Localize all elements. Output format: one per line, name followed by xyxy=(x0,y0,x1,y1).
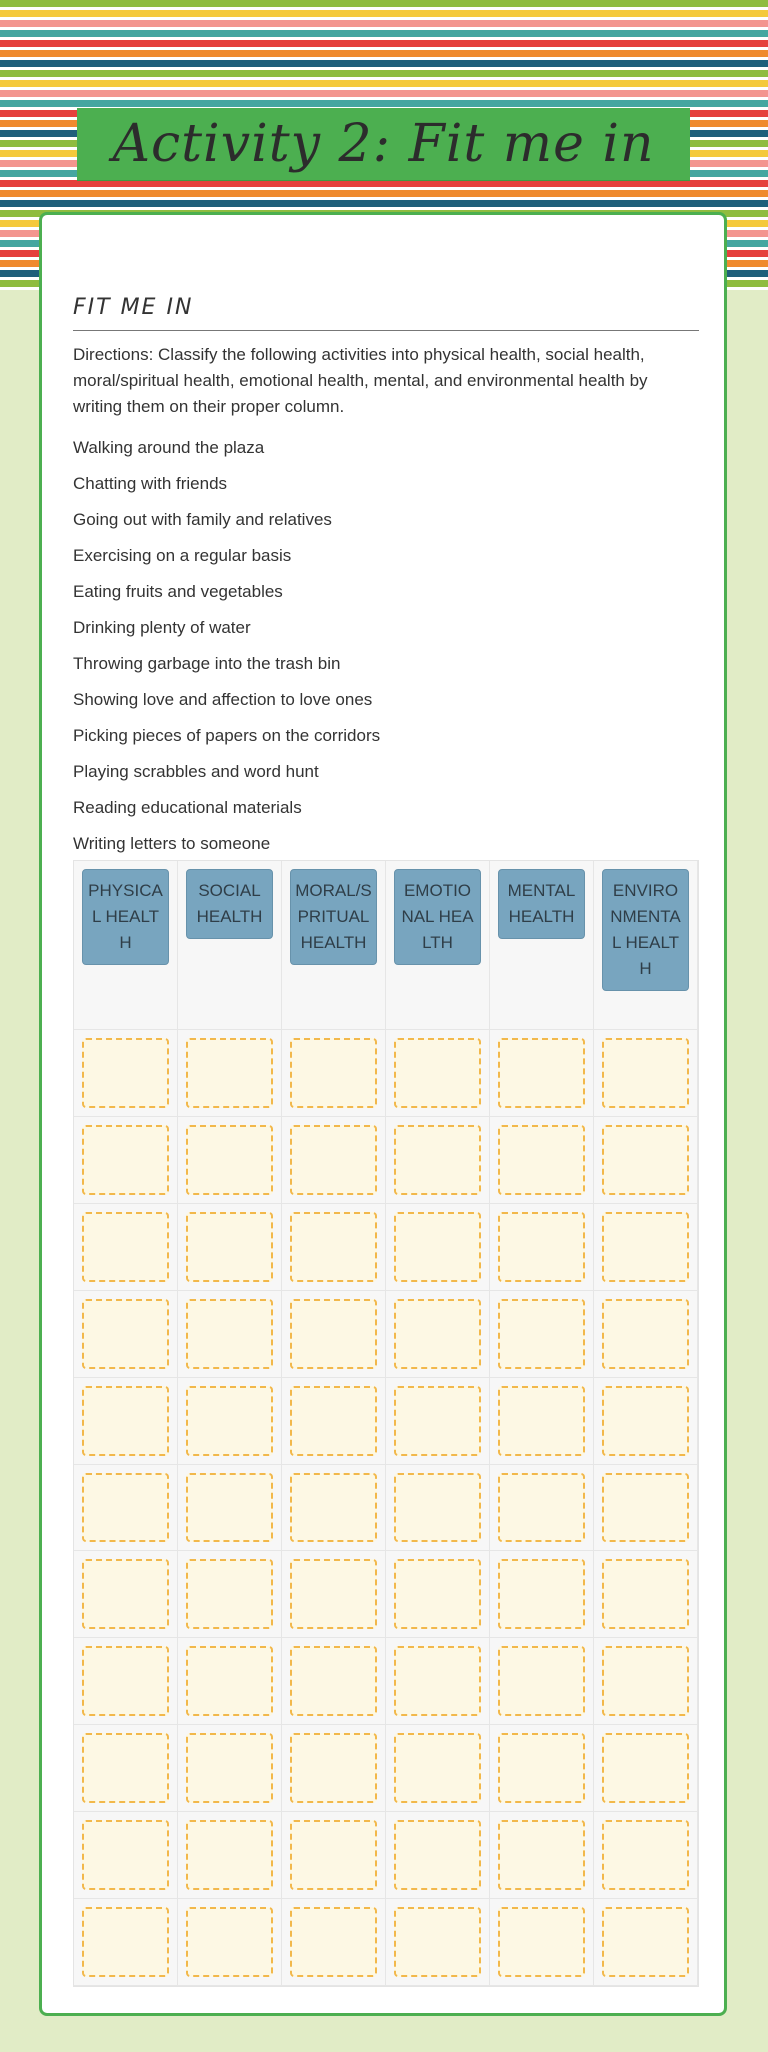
grid-cell xyxy=(178,1725,282,1812)
activity-item: Writing letters to someone xyxy=(73,834,271,853)
drop-zone[interactable] xyxy=(498,1212,585,1282)
column-header: SOCIAL HEALTH xyxy=(186,869,273,939)
grid-cell xyxy=(594,1812,698,1899)
grid-cell xyxy=(490,1551,594,1638)
grid-cell xyxy=(74,1812,178,1899)
drop-zone[interactable] xyxy=(82,1820,169,1890)
drop-zone[interactable] xyxy=(82,1646,169,1716)
drop-zone[interactable] xyxy=(186,1559,273,1629)
title-banner xyxy=(77,108,690,180)
grid-cell xyxy=(386,1378,490,1465)
grid-cell xyxy=(594,1551,698,1638)
drop-zone[interactable] xyxy=(290,1907,377,1977)
column-header: PHYSICAL HEALTH xyxy=(82,869,169,965)
page-title: Activity 2: Fit me in xyxy=(112,114,655,174)
drop-zone[interactable] xyxy=(186,1907,273,1977)
drop-zone[interactable] xyxy=(498,1820,585,1890)
grid-cell xyxy=(386,1638,490,1725)
drop-zone[interactable] xyxy=(82,1386,169,1456)
drop-zone[interactable] xyxy=(602,1646,689,1716)
grid-cell xyxy=(594,1204,698,1291)
activity-item: Reading educational materials xyxy=(73,798,302,817)
drop-zone[interactable] xyxy=(290,1299,377,1369)
grid-cell xyxy=(282,1812,386,1899)
grid-cell xyxy=(386,1291,490,1378)
grid-cell xyxy=(178,1551,282,1638)
column-header: EMOTIONAL HEALTH xyxy=(394,869,481,965)
grid-cell xyxy=(594,1378,698,1465)
grid-cell xyxy=(490,1465,594,1552)
drop-zone[interactable] xyxy=(498,1473,585,1543)
grid-cell xyxy=(386,1030,490,1117)
grid-cell xyxy=(178,1899,282,1986)
drop-zone[interactable] xyxy=(290,1733,377,1803)
grid-cell xyxy=(490,1638,594,1725)
grid-cell xyxy=(490,1204,594,1291)
column-header-cell xyxy=(74,861,178,1030)
grid-cell xyxy=(282,1117,386,1204)
activity-list xyxy=(73,430,701,862)
column-header-cell xyxy=(490,861,594,1030)
drop-zone[interactable] xyxy=(602,1733,689,1803)
drop-zone[interactable] xyxy=(394,1907,481,1977)
column-header-cell xyxy=(594,861,698,1030)
drop-zone[interactable] xyxy=(186,1125,273,1195)
drop-zone[interactable] xyxy=(82,1212,169,1282)
column-header-cell xyxy=(282,861,386,1030)
drop-zone[interactable] xyxy=(290,1386,377,1456)
drop-zone[interactable] xyxy=(186,1473,273,1543)
grid-cell xyxy=(74,1030,178,1117)
grid-cell xyxy=(386,1465,490,1552)
grid-cell xyxy=(594,1117,698,1204)
drop-zone[interactable] xyxy=(498,1038,585,1108)
drop-zone[interactable] xyxy=(498,1299,585,1369)
grid-cell xyxy=(74,1465,178,1552)
section-title: FIT ME IN xyxy=(73,295,699,331)
drop-zone[interactable] xyxy=(82,1125,169,1195)
activity-item: Exercising on a regular basis xyxy=(73,546,292,565)
drop-zone[interactable] xyxy=(602,1299,689,1369)
drop-zone[interactable] xyxy=(394,1820,481,1890)
drop-zone[interactable] xyxy=(186,1733,273,1803)
activity-item: Walking around the plaza xyxy=(73,438,265,457)
drop-zone[interactable] xyxy=(186,1820,273,1890)
drop-zone[interactable] xyxy=(602,1125,689,1195)
grid-cell xyxy=(74,1291,178,1378)
grid-cell xyxy=(490,1378,594,1465)
grid-cell xyxy=(386,1899,490,1986)
drop-zone[interactable] xyxy=(290,1125,377,1195)
drop-zone[interactable] xyxy=(290,1473,377,1543)
drop-zone[interactable] xyxy=(498,1125,585,1195)
grid-cell xyxy=(490,1291,594,1378)
drop-zone[interactable] xyxy=(498,1733,585,1803)
activity-item: Showing love and affection to love ones xyxy=(73,690,373,709)
grid-cell xyxy=(178,1465,282,1552)
grid-cell xyxy=(386,1117,490,1204)
activity-item: Drinking plenty of water xyxy=(73,618,251,637)
grid-cell xyxy=(490,1812,594,1899)
grid-cell xyxy=(490,1117,594,1204)
activity-item: Chatting with friends xyxy=(73,474,228,493)
drop-zone[interactable] xyxy=(290,1212,377,1282)
drop-zone[interactable] xyxy=(602,1907,689,1977)
drop-zone[interactable] xyxy=(186,1386,273,1456)
grid-cell xyxy=(74,1204,178,1291)
grid-cell xyxy=(74,1638,178,1725)
grid-cell xyxy=(282,1204,386,1291)
grid-cell xyxy=(74,1899,178,1986)
grid-cell xyxy=(74,1551,178,1638)
activity-item: Playing scrabbles and word hunt xyxy=(73,762,319,781)
grid-cell xyxy=(282,1030,386,1117)
drop-zone[interactable] xyxy=(186,1038,273,1108)
grid-cell xyxy=(178,1378,282,1465)
grid-cell xyxy=(74,1378,178,1465)
column-header: MENTAL HEALTH xyxy=(498,869,585,939)
activity-item: Going out with family and relatives xyxy=(73,510,332,529)
grid-cell xyxy=(594,1638,698,1725)
grid-cell xyxy=(386,1204,490,1291)
drop-zone[interactable] xyxy=(602,1212,689,1282)
grid-cell xyxy=(594,1465,698,1552)
drop-zone[interactable] xyxy=(394,1473,481,1543)
worksheet-card xyxy=(39,212,727,2016)
drop-zone[interactable] xyxy=(498,1386,585,1456)
grid-cell xyxy=(74,1117,178,1204)
grid-cell xyxy=(178,1204,282,1291)
drop-zone[interactable] xyxy=(290,1646,377,1716)
drop-zone[interactable] xyxy=(82,1299,169,1369)
drop-zone[interactable] xyxy=(82,1907,169,1977)
activity-item: Eating fruits and vegetables xyxy=(73,582,283,601)
drop-zone[interactable] xyxy=(602,1386,689,1456)
drop-zone[interactable] xyxy=(290,1820,377,1890)
grid-cell xyxy=(282,1638,386,1725)
drop-zone[interactable] xyxy=(82,1473,169,1543)
grid-cell xyxy=(386,1725,490,1812)
grid-cell xyxy=(178,1030,282,1117)
drop-zone[interactable] xyxy=(498,1646,585,1716)
drop-zone[interactable] xyxy=(498,1559,585,1629)
drop-zone[interactable] xyxy=(602,1473,689,1543)
grid-cell xyxy=(178,1812,282,1899)
grid-cell xyxy=(594,1030,698,1117)
drop-zone[interactable] xyxy=(82,1733,169,1803)
column-header-cell xyxy=(386,861,490,1030)
grid-cell xyxy=(282,1291,386,1378)
grid-cell xyxy=(74,1725,178,1812)
drop-zone[interactable] xyxy=(82,1559,169,1629)
grid-cell xyxy=(594,1725,698,1812)
grid-cell xyxy=(178,1291,282,1378)
column-header: MORAL/SPRITUAL HEALTH xyxy=(290,869,377,965)
directions-text: Directions: Classify the following activities into physical health, social health, moral/spiritual health, emotional health, mental, and environmental health by writing them on their proper column. xyxy=(73,345,648,416)
drop-zone[interactable] xyxy=(602,1559,689,1629)
drop-zone[interactable] xyxy=(394,1299,481,1369)
drop-zone[interactable] xyxy=(394,1125,481,1195)
drop-zone[interactable] xyxy=(394,1212,481,1282)
drop-zone[interactable] xyxy=(186,1646,273,1716)
grid-cell xyxy=(490,1030,594,1117)
grid-cell xyxy=(282,1378,386,1465)
drop-zone[interactable] xyxy=(394,1646,481,1716)
drop-zone[interactable] xyxy=(394,1559,481,1629)
column-header: ENVIRONMENTAL HEALTH xyxy=(602,869,689,991)
drop-zone[interactable] xyxy=(394,1386,481,1456)
drop-zone[interactable] xyxy=(290,1559,377,1629)
drop-zone[interactable] xyxy=(394,1733,481,1803)
drop-zone[interactable] xyxy=(82,1038,169,1108)
grid-cell xyxy=(386,1812,490,1899)
grid-cell xyxy=(178,1638,282,1725)
grid-cell xyxy=(178,1117,282,1204)
grid-cell xyxy=(282,1465,386,1552)
drop-zone[interactable] xyxy=(498,1907,585,1977)
grid-cell xyxy=(282,1551,386,1638)
grid-cell xyxy=(594,1899,698,1986)
column-header-cell xyxy=(178,861,282,1030)
activity-item: Picking pieces of papers on the corridors xyxy=(73,726,381,745)
grid-cell xyxy=(282,1725,386,1812)
grid-cell xyxy=(386,1551,490,1638)
grid-cell xyxy=(282,1899,386,1986)
sorting-grid xyxy=(73,860,699,1987)
drop-zone[interactable] xyxy=(186,1212,273,1282)
drop-zone[interactable] xyxy=(602,1820,689,1890)
drop-zone[interactable] xyxy=(186,1299,273,1369)
grid-cell xyxy=(490,1899,594,1986)
grid-cell xyxy=(594,1291,698,1378)
drop-zone[interactable] xyxy=(394,1038,481,1108)
activity-item: Throwing garbage into the trash bin xyxy=(73,654,341,673)
drop-zone[interactable] xyxy=(290,1038,377,1108)
grid-cell xyxy=(490,1725,594,1812)
drop-zone[interactable] xyxy=(602,1038,689,1108)
